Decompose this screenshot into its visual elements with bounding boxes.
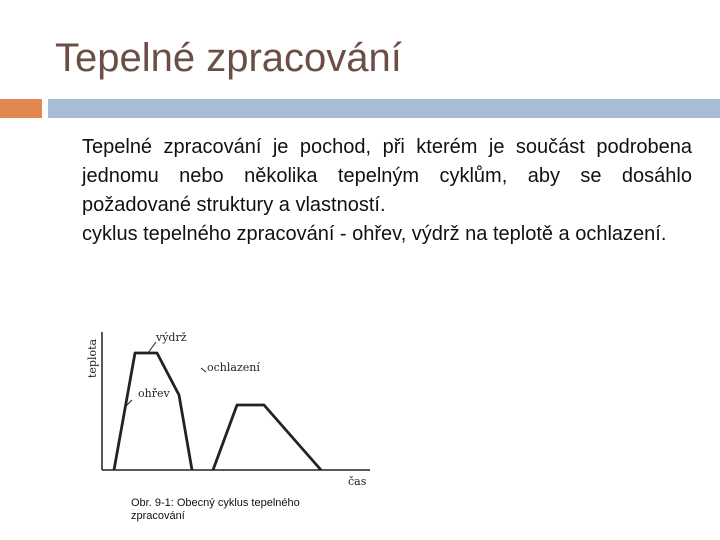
y-axis-label: teplota <box>86 338 99 378</box>
cycle-2-curve <box>213 405 321 470</box>
hold-annotation: výdrž <box>156 331 187 344</box>
hold-leader-line <box>148 342 156 353</box>
figure-caption: Obr. 9-1: Obecný cyklus tepelného zpracování <box>131 497 300 522</box>
title-accent-bar <box>0 99 42 118</box>
cycle-paragraph: cyklus tepelného zpracování - ohřev, výdrž na teplotě a ochlazení. <box>82 223 667 245</box>
cycle-diagram-svg <box>80 320 380 500</box>
cycle-1-curve <box>114 353 192 470</box>
cooling-annotation: ochlazení <box>207 361 260 374</box>
x-axis-label: čas <box>348 475 367 488</box>
cooling-leader-line <box>201 368 206 372</box>
definition-paragraph: Tepelné zpracování je pochod, při kterém je součást podrobena jednomu nebo několika tepelným cyklům, aby se dosáhlo požadované struktury a vlastností. <box>82 136 692 216</box>
slide-body <box>82 133 692 249</box>
title-divider-bar <box>48 99 720 118</box>
slide-title: Tepelné zpracování <box>55 36 402 80</box>
heating-annotation: ohřev <box>138 387 170 400</box>
